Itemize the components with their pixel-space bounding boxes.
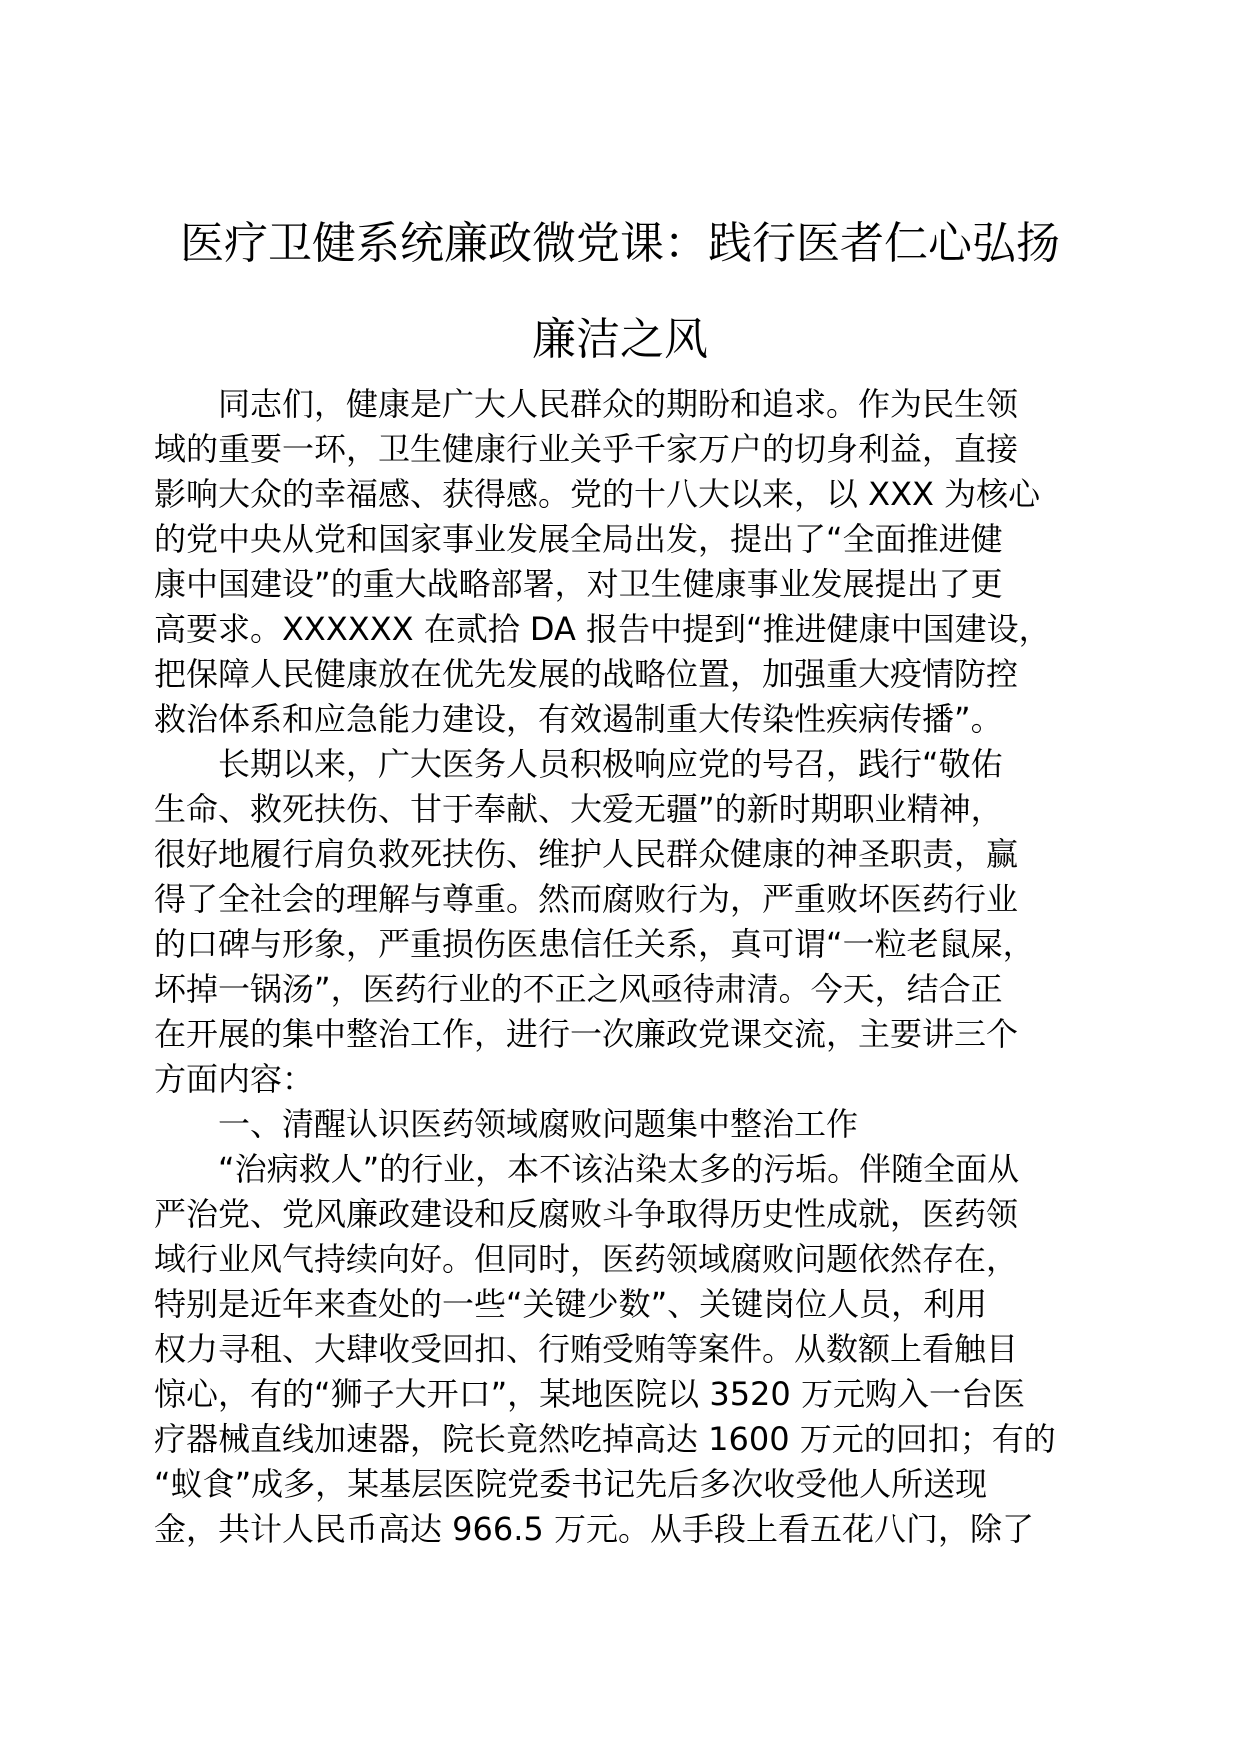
paragraph-line: 生命、救死扶伤、甘于奉献、大爱无疆”的新时期职业精神，	[154, 790, 1003, 828]
paragraph-line: 惊心，有的“狮子大开口”，某地医院以 3520 万元购入一台医	[154, 1375, 1025, 1413]
paragraph-line: 特别是近年来查处的一些“关键少数”、关键岗位人员，利用	[154, 1285, 988, 1323]
paragraph-line: 长期以来，广大医务人员积极响应党的号召，践行“敬佑	[218, 745, 1003, 783]
paragraph-line: 得了全社会的理解与尊重。然而腐败行为，严重败坏医药行业	[154, 880, 1019, 918]
paragraph-line: 在开展的集中整治工作，进行一次廉政党课交流，主要讲三个	[154, 1015, 1019, 1053]
paragraph-line: 严治党、党风廉政建设和反腐败斗争取得历史性成就，医药领	[154, 1195, 1019, 1233]
paragraph-line: 域的重要一环，卫生健康行业关乎千家万户的切身利益，直接	[154, 430, 1019, 468]
paragraph-line: 影响大众的幸福感、获得感。党的十八大以来，以 XXX 为核心	[154, 475, 1041, 513]
paragraph-line: 的党中央从党和国家事业发展全局出发，提出了“全面推进健	[154, 520, 1003, 558]
paragraph-line: 金，共计人民币高达 966.5 万元。从手段上看五花八门，除了	[154, 1510, 1034, 1548]
paragraph-line: 权力寻租、大肆收受回扣、行贿受贿等案件。从数额上看触目	[154, 1330, 1019, 1368]
paragraph-line: 救治体系和应急能力建设，有效遏制重大传染性疾病传播”。	[154, 700, 1003, 738]
document-body	[154, 382, 1084, 1552]
paragraph-line: 同志们，健康是广大人民群众的期盼和追求。作为民生领	[218, 385, 1019, 423]
section-heading: 一、清醒认识医药领域腐败问题集中整治工作	[218, 1105, 859, 1143]
document-title-line-1: 医疗卫健系统廉政微党课：践行医者仁心弘扬	[180, 218, 1060, 269]
paragraph-line: 的口碑与形象，严重损伤医患信任关系，真可谓“一粒老鼠屎，	[154, 925, 1035, 963]
document-title-line-2: 廉洁之风	[532, 314, 708, 365]
paragraph-line: 很好地履行肩负救死扶伤、维护人民群众健康的神圣职责，赢	[154, 835, 1019, 873]
paragraph-line: 坏掉一锅汤”，医药行业的不正之风亟待肃清。今天，结合正	[154, 970, 1003, 1008]
paragraph-line: 域行业风气持续向好。但同时，医药领域腐败问题依然存在，	[154, 1240, 1019, 1278]
paragraph-line: “蚁食”成多，某基层医院党委书记先后多次收受他人所送现	[154, 1465, 988, 1503]
paragraph-line: 疗器械直线加速器，院长竟然吃掉高达 1600 万元的回扣；有的	[154, 1420, 1056, 1458]
paragraph-line: 高要求。XXXXXX 在贰拾 DA 报告中提到“推进健康中国建设，	[154, 610, 1051, 648]
paragraph-line: 把保障人民健康放在优先发展的战略位置，加强重大疫情防控	[154, 655, 1019, 693]
paragraph-line: “治病救人”的行业，本不该沾染太多的污垢。伴随全面从	[218, 1150, 1020, 1188]
paragraph-line: 康中国建设”的重大战略部署，对卫生健康事业发展提出了更	[154, 565, 1003, 603]
paragraph-line: 方面内容：	[154, 1060, 315, 1098]
